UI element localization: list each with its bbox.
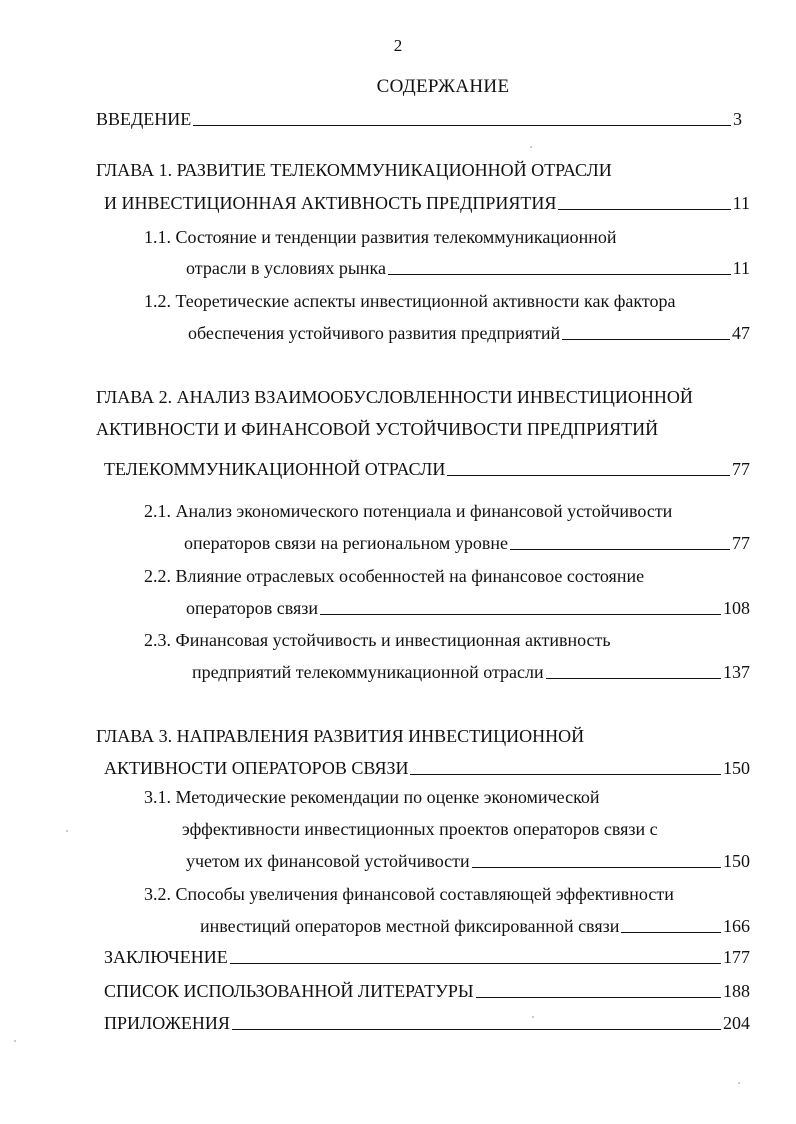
- leader-line: [320, 614, 721, 615]
- toc-entry-appendix[interactable]: [104, 1012, 750, 1034]
- leader-line: [562, 339, 730, 340]
- toc-entry-conclusion[interactable]: [104, 946, 750, 968]
- entry-page: 177: [723, 947, 750, 967]
- toc-chapter-2-line-1[interactable]: ГЛАВА 2. АНАЛИЗ ВЗАИМООБУСЛОВЛЕННОСТИ ИНВЕСТИЦИОННОЙ: [96, 387, 693, 407]
- entry-page: 137: [723, 662, 750, 682]
- toc-section-2-3[interactable]: [192, 661, 750, 683]
- leader-line: [447, 475, 730, 476]
- toc-chapter-1[interactable]: [104, 192, 750, 214]
- toc-section-3-1-line-1[interactable]: 3.1. Методические рекомендации по оценке экономической: [144, 787, 600, 807]
- entry-page: 166: [723, 916, 750, 936]
- toc-section-1-1-line-1[interactable]: 1.1. Состояние и тенденции развития телекоммуникационной: [144, 227, 617, 247]
- toc-section-1-2[interactable]: [188, 322, 750, 344]
- leader-line: [558, 209, 730, 210]
- leader-line: [193, 125, 731, 126]
- leader-line: [621, 932, 721, 933]
- toc-chapter-3[interactable]: [104, 757, 750, 779]
- entry-page: 11: [732, 193, 750, 213]
- toc-section-1-1[interactable]: [186, 257, 750, 279]
- toc-section-2-1[interactable]: [184, 532, 750, 554]
- entry-label: обеспечения устойчивого развития предприятий: [188, 323, 561, 343]
- entry-page: 77: [732, 533, 750, 553]
- entry-label: инвестиций операторов местной фиксированной связи: [200, 916, 620, 936]
- entry-label: АКТИВНОСТИ ОПЕРАТОРОВ СВЯЗИ: [104, 758, 409, 778]
- entry-page: 3: [733, 109, 742, 129]
- entry-label: операторов связи на региональном уровне: [184, 533, 508, 553]
- entry-page: 11: [732, 258, 750, 278]
- entry-label: И ИНВЕСТИЦИОННАЯ АКТИВНОСТЬ ПРЕДПРИЯТИЯ: [104, 193, 557, 213]
- toc-section-2-3-line-1[interactable]: 2.3. Финансовая устойчивость и инвестиционная активность: [144, 630, 611, 650]
- leader-line: [472, 867, 721, 868]
- leader-line: [410, 774, 721, 775]
- entry-label: отрасли в условиях рынка: [186, 258, 387, 278]
- entry-label: предприятий телекоммуникационной отрасли: [192, 662, 544, 682]
- scan-speck: [530, 146, 532, 148]
- entry-label: ЗАКЛЮЧЕНИЕ: [104, 947, 228, 967]
- scan-speck: [738, 1082, 740, 1084]
- toc-entry-intro[interactable]: [96, 108, 742, 130]
- entry-label: учетом их финансовой устойчивости: [186, 851, 470, 871]
- leader-line: [230, 963, 721, 964]
- toc-section-3-1-line-2[interactable]: эффективности инвестиционных проектов операторов связи с: [182, 819, 658, 839]
- toc-section-3-2[interactable]: [200, 915, 750, 937]
- entry-page: 204: [723, 1013, 750, 1033]
- entry-page: 150: [723, 758, 750, 778]
- toc-chapter-2-line-2[interactable]: АКТИВНОСТИ И ФИНАНСОВОЙ УСТОЙЧИВОСТИ ПРЕДПРИЯТИЙ: [96, 419, 659, 439]
- toc-chapter-1-line-1[interactable]: ГЛАВА 1. РАЗВИТИЕ ТЕЛЕКОММУНИКАЦИОННОЙ ОТРАСЛИ: [96, 160, 612, 180]
- leader-line: [510, 549, 730, 550]
- entry-page: 77: [732, 459, 750, 479]
- toc-section-3-1[interactable]: [186, 850, 750, 872]
- scan-speck: [532, 1016, 534, 1018]
- leader-line: [232, 1029, 721, 1030]
- scan-speck: [14, 1040, 16, 1042]
- leader-line: [388, 274, 731, 275]
- toc-section-3-2-line-1[interactable]: 3.2. Способы увеличения финансовой составляющей эффективности: [144, 884, 674, 904]
- toc-chapter-3-line-1[interactable]: ГЛАВА 3. НАПРАВЛЕНИЯ РАЗВИТИЯ ИНВЕСТИЦИОННОЙ: [96, 726, 585, 746]
- entry-label: ВВЕДЕНИЕ: [96, 109, 192, 129]
- entry-label: СПИСОК ИСПОЛЬЗОВАННОЙ ЛИТЕРАТУРЫ: [104, 981, 474, 1001]
- entry-page: 47: [732, 323, 750, 343]
- toc-entry-references[interactable]: [104, 980, 750, 1002]
- entry-label: операторов связи: [186, 598, 319, 618]
- entry-page: 188: [723, 981, 750, 1001]
- toc-section-2-1-line-1[interactable]: 2.1. Анализ экономического потенциала и финансовой устойчивости: [144, 501, 673, 521]
- scan-speck: [66, 830, 68, 832]
- toc-chapter-2[interactable]: [104, 458, 750, 480]
- entry-page: 150: [723, 851, 750, 871]
- leader-line: [476, 997, 721, 998]
- entry-page: 108: [723, 598, 750, 618]
- entry-label: ТЕЛЕКОММУНИКАЦИОННОЙ ОТРАСЛИ: [104, 459, 446, 479]
- toc-section-2-2-line-1[interactable]: 2.2. Влияние отраслевых особенностей на финансовое состояние: [144, 566, 645, 586]
- toc-title: СОДЕРЖАНИЕ: [376, 76, 510, 97]
- page-number: 2: [393, 36, 403, 55]
- toc-section-1-2-line-1[interactable]: 1.2. Теоретические аспекты инвестиционной активности как фактора: [144, 291, 676, 311]
- leader-line: [546, 678, 721, 679]
- toc-section-2-2[interactable]: [186, 597, 750, 619]
- entry-label: ПРИЛОЖЕНИЯ: [104, 1013, 230, 1033]
